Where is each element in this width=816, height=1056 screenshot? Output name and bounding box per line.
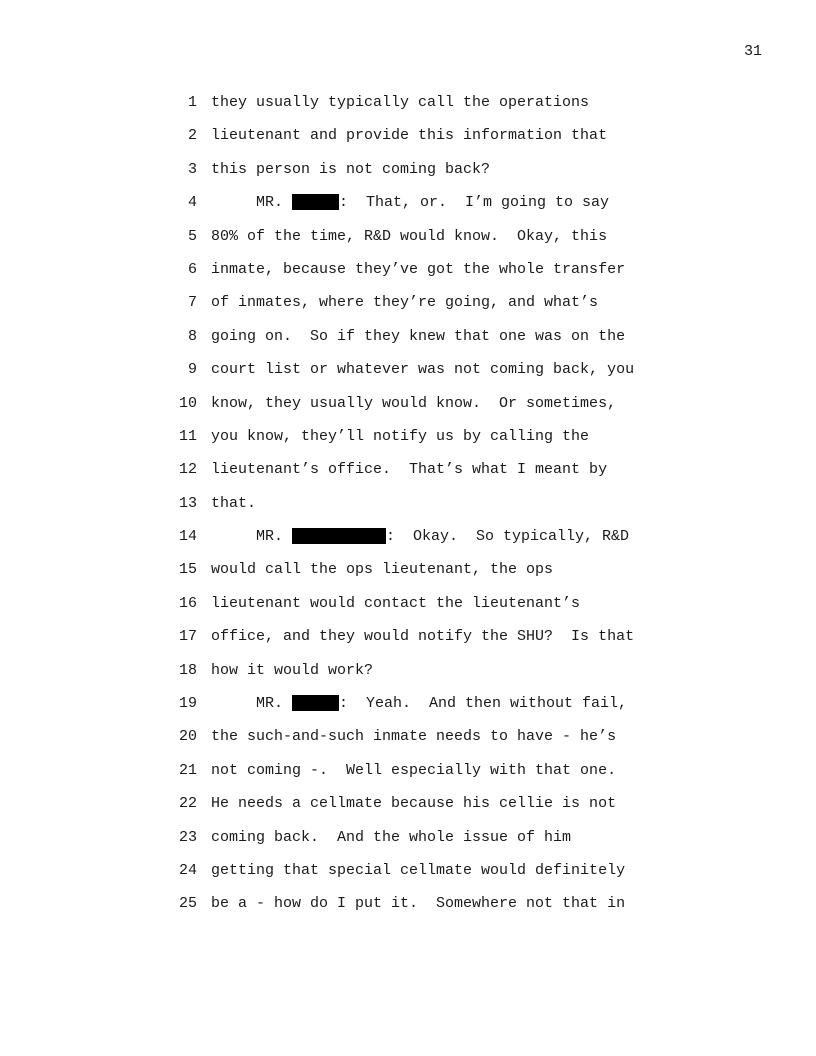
line-text: not coming -. Well especially with that one. — [211, 761, 617, 779]
line-text: this person is not coming back? — [211, 160, 491, 178]
line-text: know, they usually would know. Or sometimes, — [211, 394, 617, 412]
line-number: 25 — [178, 895, 197, 913]
line-text: lieutenant would contact the lieutenant’s — [211, 594, 581, 612]
line-text: be a - how do I put it. Somewhere not that in — [211, 895, 626, 913]
line-text: that. — [211, 494, 257, 512]
line-number: 11 — [178, 427, 197, 445]
transcript-line — [176, 728, 634, 761]
line-text: of inmates, where they’re going, and what’s — [211, 294, 599, 312]
line-number: 22 — [178, 795, 197, 813]
transcript-line — [176, 461, 634, 494]
speaker-line-text: : Yeah. And then without fail, — [339, 695, 628, 713]
transcript-line — [176, 228, 634, 261]
line-number: 19 — [178, 695, 197, 713]
line-number: 12 — [178, 461, 197, 479]
line-number: 16 — [178, 594, 197, 612]
line-text: He needs a cellmate because his cellie is not — [211, 795, 617, 813]
transcript-line — [176, 428, 634, 461]
speaker-line-text: : That, or. I’m going to say — [339, 194, 610, 212]
speaker-prefix: MR. — [211, 695, 293, 713]
line-number: 21 — [178, 761, 197, 779]
transcript-line — [176, 528, 634, 561]
transcript-line — [176, 194, 634, 227]
transcript-line — [176, 328, 634, 361]
line-number: 17 — [178, 628, 197, 646]
redaction-box — [292, 194, 339, 210]
transcript-line — [176, 595, 634, 628]
line-text: inmate, because they’ve got the whole transfer — [211, 260, 626, 278]
line-number: 23 — [178, 828, 197, 846]
line-text: you know, they’ll notify us by calling the — [211, 427, 590, 445]
transcript-line — [176, 561, 634, 594]
transcript-line — [176, 895, 634, 928]
line-text: going on. So if they knew that one was on the — [211, 327, 626, 345]
transcript-line — [176, 829, 634, 862]
transcript-lines — [176, 94, 634, 929]
transcript-line — [176, 161, 634, 194]
transcript-line — [176, 261, 634, 294]
line-text: would call the ops lieutenant, the ops — [211, 561, 554, 579]
transcript-line — [176, 628, 634, 661]
line-text: getting that special cellmate would definitely — [211, 861, 626, 879]
line-number: 6 — [187, 260, 197, 278]
transcript-line — [176, 495, 634, 528]
line-number: 14 — [178, 528, 197, 546]
line-number: 9 — [187, 361, 197, 379]
line-text: lieutenant and provide this information that — [211, 127, 608, 145]
transcript-line — [176, 795, 634, 828]
line-text: court list or whatever was not coming back, you — [211, 361, 635, 379]
redaction-box — [292, 528, 386, 544]
line-number: 10 — [178, 394, 197, 412]
line-number: 8 — [187, 327, 197, 345]
speaker-line-text: : Okay. So typically, R&D — [386, 528, 630, 546]
transcript-line — [176, 662, 634, 695]
transcript-line — [176, 695, 634, 728]
redaction-box — [292, 695, 339, 711]
line-number: 24 — [178, 861, 197, 879]
transcript-line — [176, 127, 634, 160]
line-number: 18 — [178, 661, 197, 679]
line-number: 5 — [187, 227, 197, 245]
line-number: 3 — [187, 160, 197, 178]
page-number: 31 — [743, 43, 762, 60]
line-number: 1 — [187, 94, 197, 111]
line-number: 15 — [178, 561, 197, 579]
line-text: the such-and-such inmate needs to have - he’s — [211, 728, 617, 746]
transcript-line — [176, 94, 634, 127]
speaker-prefix: MR. — [211, 194, 293, 212]
line-number: 7 — [187, 294, 197, 312]
line-number: 2 — [187, 127, 197, 145]
line-text: how it would work? — [211, 661, 374, 679]
line-text: 80% of the time, R&D would know. Okay, this — [211, 227, 608, 245]
transcript-line — [176, 361, 634, 394]
transcript-line — [176, 294, 634, 327]
speaker-prefix: MR. — [211, 528, 293, 546]
line-text: coming back. And the whole issue of him — [211, 828, 572, 846]
line-number: 13 — [178, 494, 197, 512]
line-text: office, and they would notify the SHU? Is that — [211, 628, 635, 646]
line-number: 4 — [187, 194, 197, 212]
line-number: 20 — [178, 728, 197, 746]
transcript-line — [176, 762, 634, 795]
transcript-line — [176, 862, 634, 895]
transcript-line — [176, 395, 634, 428]
line-text: lieutenant’s office. That’s what I meant by — [211, 461, 608, 479]
line-text: they usually typically call the operations — [211, 94, 590, 111]
